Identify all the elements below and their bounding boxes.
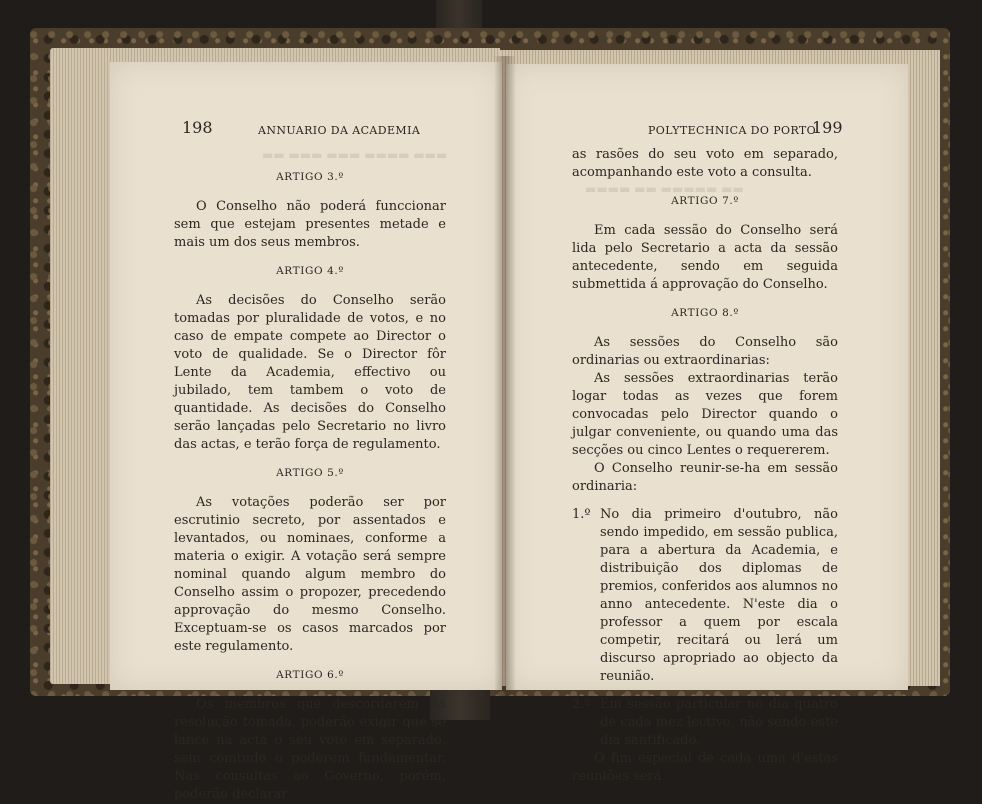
item-number: 1.º [572,507,591,522]
running-head-right: POLYTECHNICA DO PORTO [648,124,817,137]
paragraph: As sessões extraordinarias terão logar todas as vezes que forem convocadas pelo Director quando o julgar conveniente, ou quando uma das secções ou cinco Lentes o requererem. [572,371,838,458]
paragraph: O Conselho não poderá funccionar sem que estejam presentes metade e mais um dos seus membros. [174,199,446,250]
paragraph: As decisões do Conselho serão tomadas por pluralidade de votos, e no caso de empate compete ao Director o voto de qualidade. Se o Director fôr Lente da Academia, effectivo ou jubilado, tem tambem o voto de quantidade. As decisões do Conselho serão lançadas pelo Secretario no livro das actas, e terão força de regulamento. [174,293,446,452]
paragraph: O Conselho reunir-se-ha em sessão ordinaria: [572,461,838,494]
article-heading: ARTIGO 7.º [671,195,739,207]
show-through-text: ▬▬▬▬ ▬▬ ▬▬▬▬▬ ▬▬ [585,182,744,196]
article-heading: ARTIGO 3.º [276,171,344,183]
enumerated-item [572,696,838,750]
enumerated-item [572,506,838,686]
left-page-body [174,158,446,804]
paragraph: Os membros que descordarem da resolução tomada, poderão exigir que se lance na acta o seu voto em separado, sem comtudo o poderem fundamentar. Nas consultas ao Governo, porém, poderão declarar [174,697,446,802]
article-heading: ARTIGO 5.º [276,467,344,479]
page-number-left: 198 [182,118,213,137]
paragraph: As sessões do Conselho são ordinarias ou extraordinarias: [572,335,838,368]
page-number-right: 199 [812,118,843,137]
paragraph: As votações poderão ser por escrutinio secreto, por assentados e levantados, ou nominaes, conforme a materia o exigir. A votação será sempre nominal quando algum membro do Conselho assim o propozer, precedendo approvação do mesmo Conselho. Exceptuam-se os casos marcados por este regulamento. [174,495,446,654]
paragraph: Em cada sessão do Conselho será lida pelo Secretario a acta da sessão antecedente, sendo em seguida submettida á approvação do Conselho. [572,223,838,292]
paragraph-continued: as rasões do seu voto em separado, acompanhando este voto a consulta. [572,147,838,180]
item-text: Em sessão particular no dia quatro de cada mez lectivo, não sendo este dia santificado. [600,697,838,748]
article-heading: ARTIGO 4.º [276,265,344,277]
running-head-left: ANNUARIO DA ACADEMIA [258,124,421,137]
item-number: 2.º [572,697,591,712]
right-page-body [572,146,838,786]
article-heading: ARTIGO 6.º [276,669,344,681]
show-through-text: ▬▬ ▬▬▬ ▬▬▬ ▬▬▬▬ ▬▬▬ [262,148,448,162]
book-gutter [494,56,516,696]
item-text: No dia primeiro d'outubro, não sendo impedido, em sessão publica, para a abertura da Academia, e distribuição dos diplomas de premios, conferidos aos alumnos no anno antecedente. N'este dia o professor a quem por escala competir, recitará ou lerá um discurso apropriado ao objecto da reunião. [600,507,838,684]
paragraph: O fim especial de cada uma d'estas reuniões será [572,751,838,784]
article-heading: ARTIGO 8.º [671,307,739,319]
